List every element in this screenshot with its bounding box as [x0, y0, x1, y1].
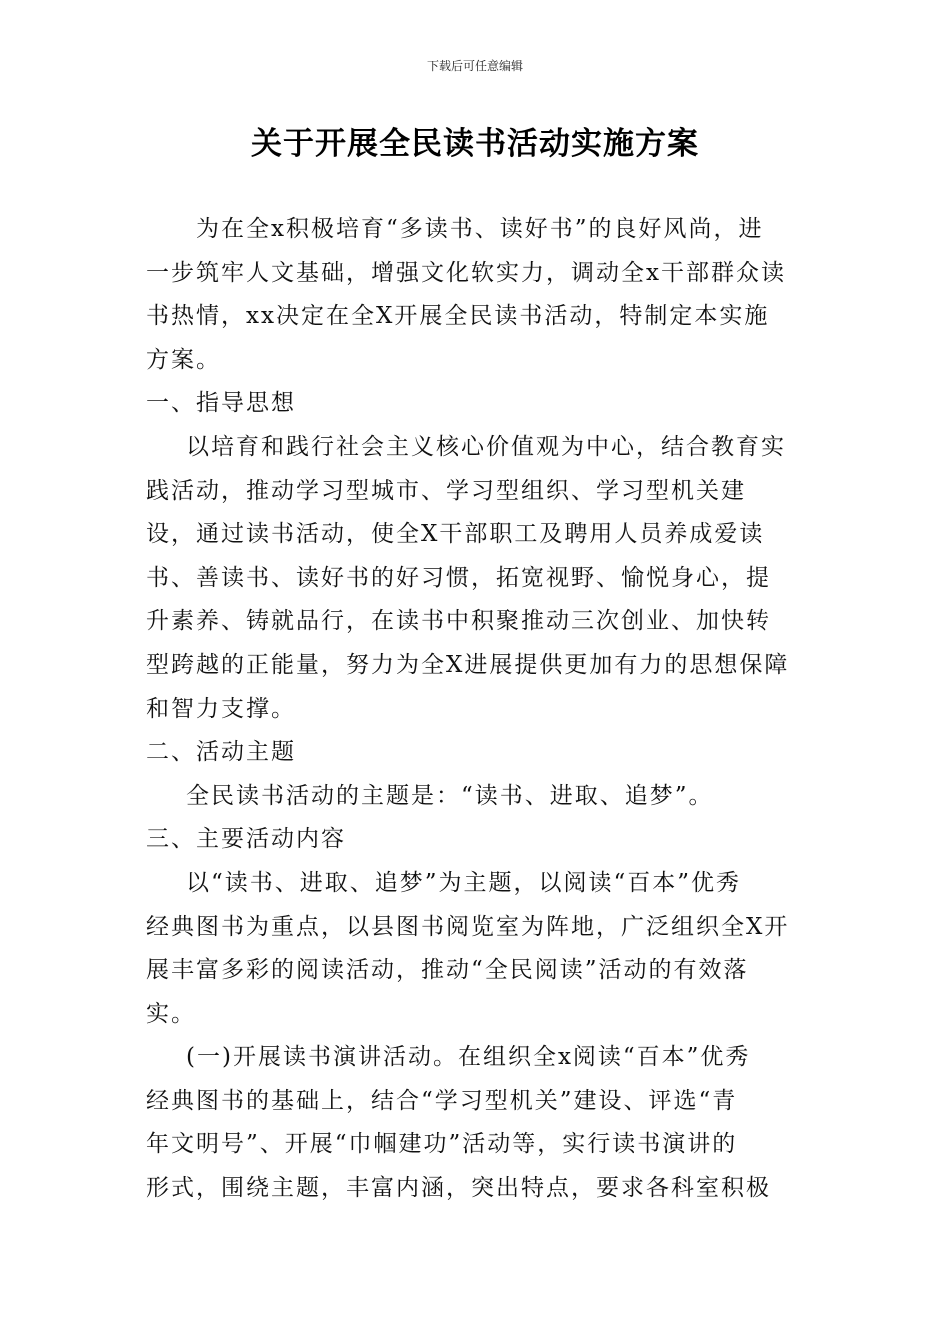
document-body: [146, 208, 806, 1211]
body-line: 书、善读书、读好书的好习惯，拓宽视野、愉悦身心，提: [146, 564, 771, 591]
body-line: 经典图书的基础上，结合“学习型机关”建设、评选“青: [146, 1087, 738, 1114]
document-title: 关于开展全民读书活动实施方案: [251, 126, 699, 162]
body-line: 形式，围绕主题，丰富内涵，突出特点，要求各科室积极: [146, 1175, 771, 1202]
body-line: (一)开展读书演讲活动。在组织全x阅读“百本”优秀: [186, 1044, 751, 1071]
body-line: 展丰富多彩的阅读活动，推动“全民阅读”活动的有效落: [146, 957, 749, 984]
body-line: 书热情，xx决定在全X开展全民读书活动，特制定本实施: [146, 303, 770, 330]
body-line: 三、主要活动内容: [146, 826, 346, 853]
body-line: 升素养、铸就品行，在读书中积聚推动三次创业、加快转: [146, 608, 771, 635]
body-line: 方案。: [146, 346, 221, 373]
body-line: 经典图书为重点，以县图书阅览室为阵地，广泛组织全X开: [146, 913, 790, 940]
body-line: 二、活动主题: [146, 739, 296, 766]
body-line: 型跨越的正能量，努力为全X进展提供更加有力的思想保障: [146, 651, 790, 678]
body-line: 一、指导思想: [146, 390, 296, 417]
body-line: 实。: [146, 1000, 196, 1027]
body-line: 和智力支撑。: [146, 695, 296, 722]
body-line: 以“读书、进取、追梦”为主题，以阅读“百本”优秀: [186, 869, 742, 896]
body-line: 全民读书活动的主题是：“读书、进取、追梦”。: [186, 782, 714, 809]
body-line: 年文明号”、开展“巾帼建功”活动等，实行读书演讲的: [146, 1131, 738, 1158]
body-line: 为在全x积极培育“多读书、读好书”的良好风尚，进: [196, 216, 764, 242]
body-line: 以培育和践行社会主义核心价值观为中心，结合教育实: [186, 433, 786, 460]
body-line: 践活动，推动学习型城市、学习型组织、学习型机关建: [146, 477, 746, 504]
body-line: 设，通过读书活动，使全X干部职工及聘用人员养成爱读: [146, 521, 765, 548]
header-note: 下载后可任意编辑: [426, 59, 523, 73]
body-line: 一步筑牢人文基础，增强文化软实力，调动全x干部群众读: [146, 259, 786, 286]
